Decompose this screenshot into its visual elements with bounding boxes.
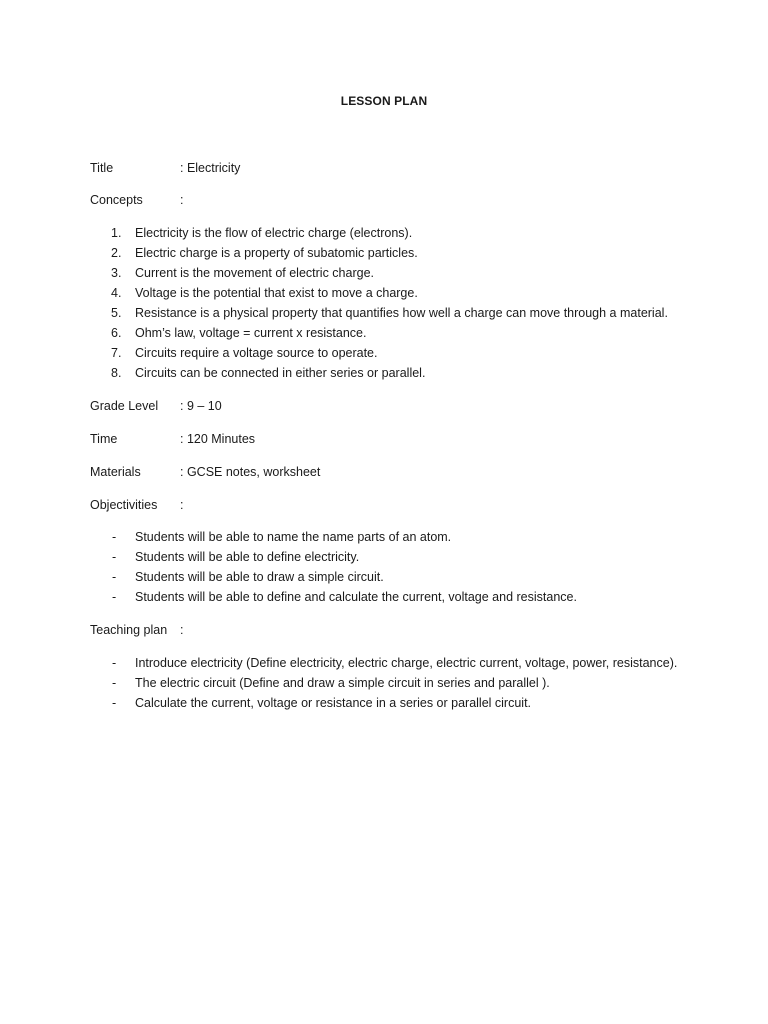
list-marker: 5. (111, 306, 122, 320)
list-item-text: Students will be able to define and calculate the current, voltage and resistance. (135, 590, 577, 604)
list-marker: 2. (111, 246, 122, 260)
list-item-text: Circuits can be connected in either series or parallel. (135, 366, 426, 380)
list-item (90, 223, 678, 243)
concepts-list (90, 223, 678, 383)
list-marker: 6. (111, 326, 122, 340)
list-item (90, 343, 678, 363)
materials-value: : GCSE notes, worksheet (180, 465, 321, 479)
concepts-colon: : (180, 193, 184, 207)
objectivities-label: Objectivities (90, 498, 158, 512)
title-label: Title (90, 161, 114, 175)
list-item-text: Calculate the current, voltage or resistance in a series or parallel circuit. (135, 696, 532, 710)
list-item-text: Students will be able to define electricity. (135, 550, 360, 564)
list-item (90, 527, 678, 547)
list-item-text: Students will be able to name the name parts of an atom. (135, 530, 452, 544)
list-item-text: Voltage is the potential that exist to move a charge. (135, 286, 418, 300)
list-item (90, 323, 678, 343)
teaching-plan-label: Teaching plan (90, 623, 168, 637)
list-marker: - (112, 590, 117, 604)
list-item (90, 547, 678, 567)
list-item-text: Introduce electricity (Define electricity, electric charge, electric current, voltage, power, resistance). (135, 656, 678, 670)
list-marker: 7. (111, 346, 122, 360)
list-marker: 3. (111, 266, 122, 280)
list-item-text: The electric circuit (Define and draw a simple circuit in series and parallel ). (135, 676, 550, 690)
time-value: : 120 Minutes (180, 432, 256, 446)
list-item (90, 263, 678, 283)
list-item (90, 653, 678, 673)
list-marker: 8. (111, 366, 122, 380)
teaching-plan-list (90, 653, 678, 713)
list-item-text: Electric charge is a property of subatomic particles. (135, 246, 418, 260)
concepts-label: Concepts (90, 193, 143, 207)
list-marker: - (112, 696, 117, 710)
list-item-text: Electricity is the flow of electric charge (electrons). (135, 226, 413, 240)
list-item (90, 567, 678, 587)
grade-level-label: Grade Level (90, 399, 159, 413)
title-value: : Electricity (180, 161, 241, 175)
objectivities-colon: : (180, 498, 184, 512)
list-marker: - (112, 656, 117, 670)
list-marker: - (112, 530, 117, 544)
list-item (90, 673, 678, 693)
time-label: Time (90, 432, 118, 446)
list-marker: 1. (111, 226, 122, 240)
objectivities-list (90, 527, 678, 607)
list-marker: 4. (111, 286, 122, 300)
materials-label: Materials (90, 465, 141, 479)
grade-level-value: : 9 – 10 (180, 399, 222, 413)
list-item (90, 587, 678, 607)
list-item-text: Circuits require a voltage source to operate. (135, 346, 378, 360)
list-item-text: Students will be able to draw a simple circuit. (135, 570, 384, 584)
list-item (90, 693, 678, 713)
list-item (90, 283, 678, 303)
list-item-text: Ohm’s law, voltage = current x resistance. (135, 326, 367, 340)
page-title: LESSON PLAN (340, 94, 428, 108)
list-item-text: Resistance is a physical property that quantifies how well a charge can move through a material. (135, 306, 668, 320)
teaching-plan-colon: : (180, 623, 184, 637)
list-item-text: Current is the movement of electric charge. (135, 266, 374, 280)
list-marker: - (112, 550, 117, 564)
list-item (90, 243, 678, 263)
list-item (90, 303, 678, 323)
list-marker: - (112, 676, 117, 690)
list-marker: - (112, 570, 117, 584)
list-item (90, 363, 678, 383)
